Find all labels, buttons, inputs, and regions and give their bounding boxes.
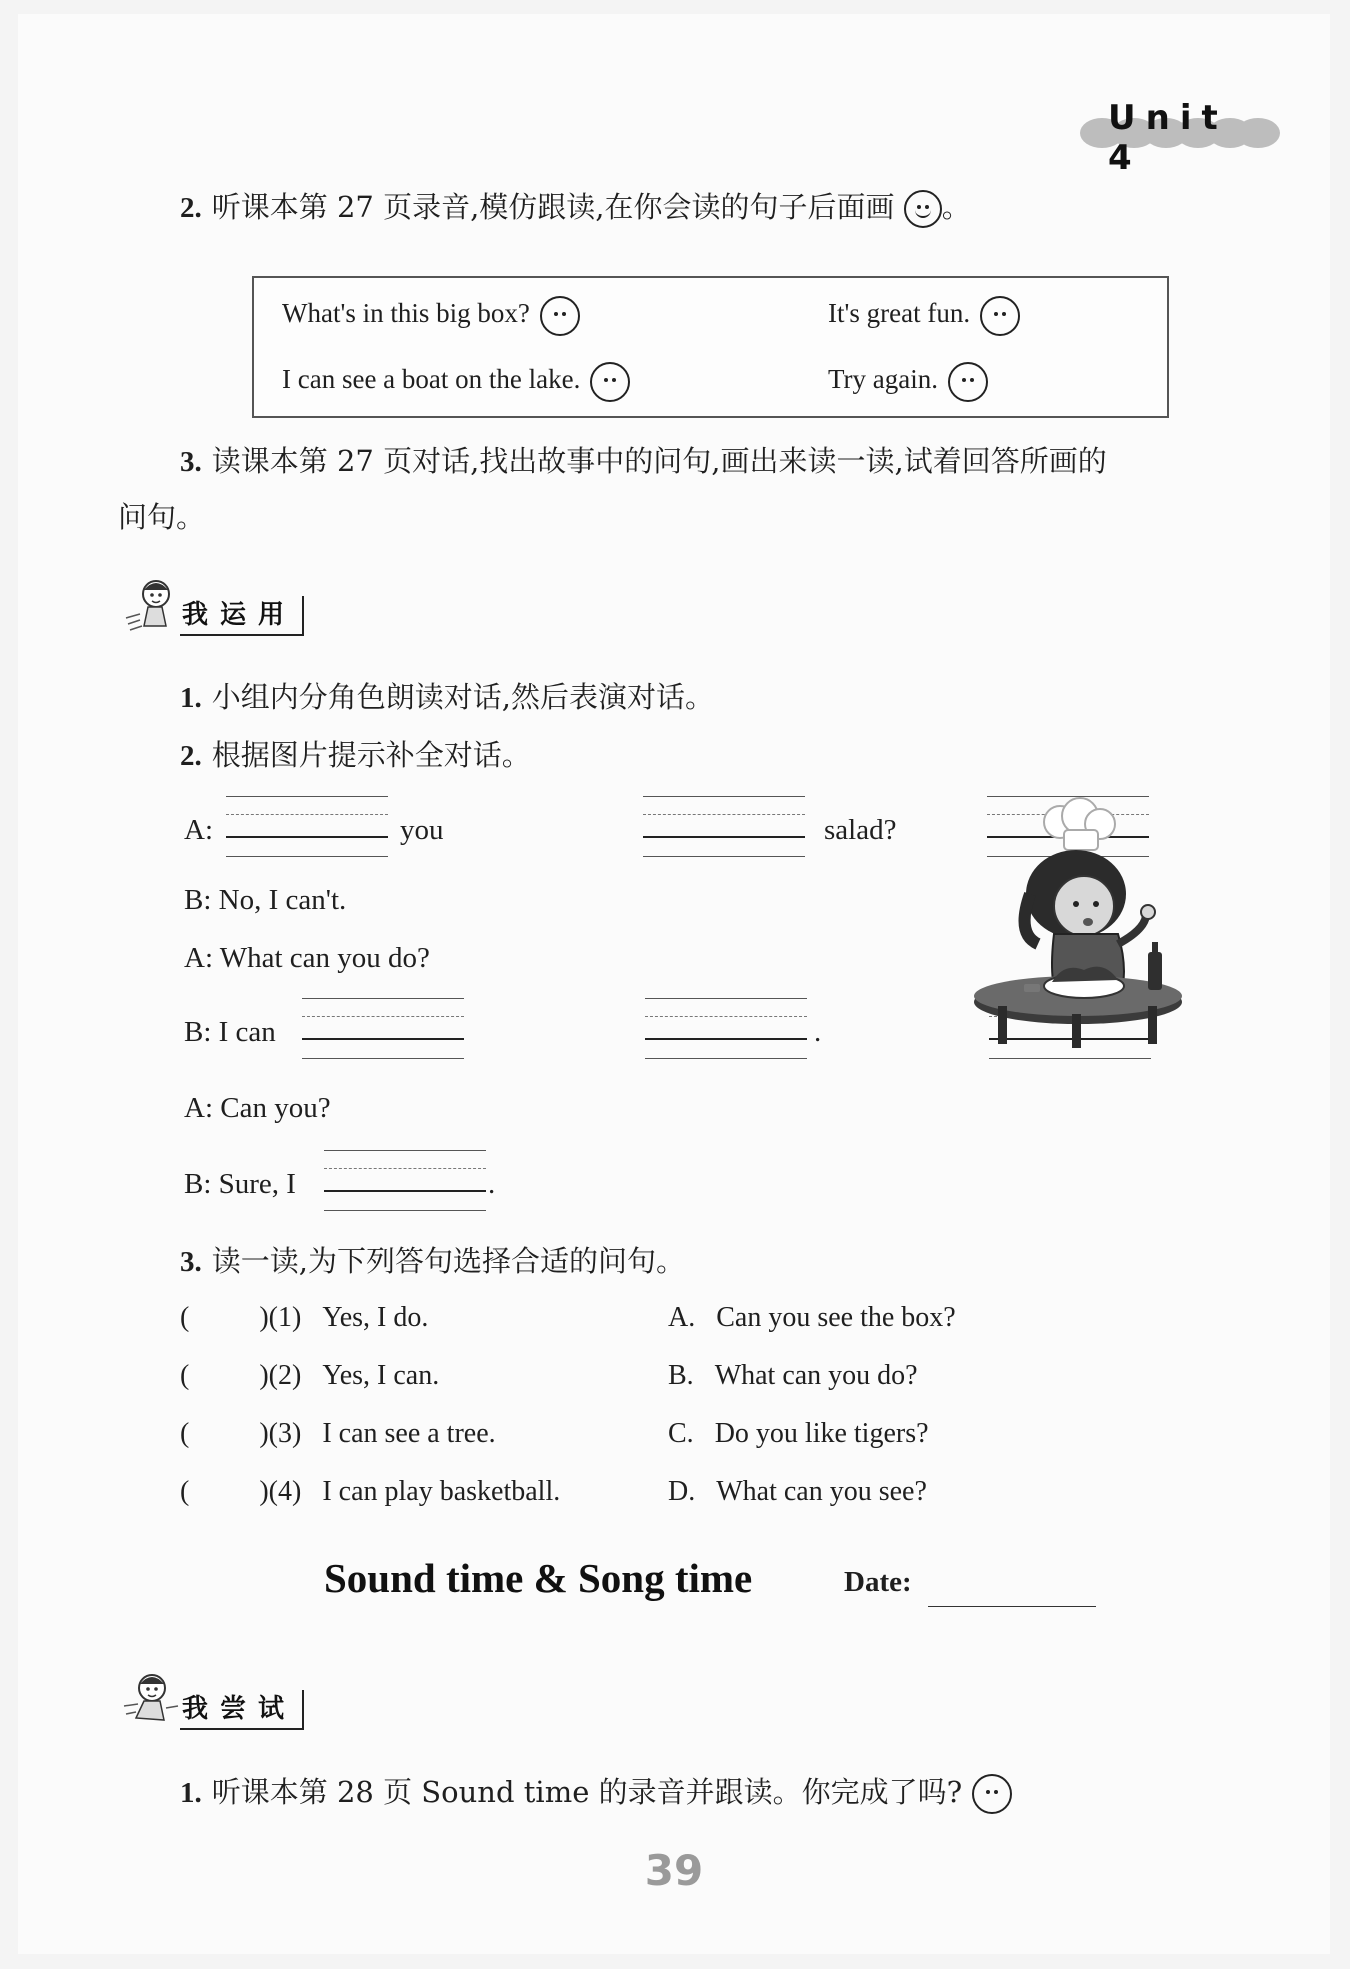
- writing-blank[interactable]: [643, 796, 805, 860]
- question-option: A. Can you see the box?: [668, 1302, 956, 1333]
- answer-item: ( )(1) Yes, I do.: [180, 1302, 429, 1333]
- listen-question: 2. 听课本第 27 页录音,模仿跟读,在你会读的句子后面画 。: [180, 190, 971, 228]
- date-label: Date:: [844, 1566, 912, 1598]
- dialogue-a3: A: Can you?: [184, 1092, 331, 1124]
- answer-item: ( )(3) I can see a tree.: [180, 1418, 496, 1449]
- question-option: D. What can you see?: [668, 1476, 927, 1507]
- section-try-header: [122, 1668, 362, 1734]
- use-question-2: 2. 根据图片提示补全对话。: [180, 738, 531, 772]
- section-use-header: [122, 574, 362, 640]
- face-circle-icon[interactable]: [590, 362, 630, 402]
- question-option: B. What can you do?: [668, 1360, 918, 1391]
- writing-blank[interactable]: [645, 998, 807, 1062]
- sentence-box: [252, 276, 1169, 418]
- girl-mascot-icon: [122, 1668, 182, 1734]
- dialogue-a1: A: you salad?: [184, 796, 944, 866]
- dialogue-b1: B: No, I can't.: [184, 884, 347, 916]
- writing-blank[interactable]: [324, 1150, 486, 1214]
- read-question: 3. 读课本第 27 页对话,找出故事中的问句,画出来读一读,试着回答所画的: [180, 444, 1107, 478]
- face-circle-icon[interactable]: [972, 1774, 1012, 1814]
- writing-blank[interactable]: [226, 796, 388, 860]
- sentence-item: It's great fun.: [828, 296, 1020, 336]
- question-option: C. Do you like tigers?: [668, 1418, 929, 1449]
- unit-tab: [1080, 96, 1280, 178]
- read-question-line2: 问句。: [118, 500, 206, 534]
- face-circle-icon[interactable]: [540, 296, 580, 336]
- use-question-3: 3. 读一读,为下列答句选择合适的问句。: [180, 1244, 685, 1278]
- sound-time-heading: Sound time & Song time: [324, 1555, 753, 1601]
- answer-item: ( )(4) I can play basketball.: [180, 1476, 561, 1507]
- date-field[interactable]: [928, 1606, 1096, 1608]
- sentence-item: Try again.: [828, 362, 988, 402]
- dialogue-b3: B: Sure, I .: [184, 1132, 524, 1202]
- dialogue-a2: A: What can you do?: [184, 942, 430, 974]
- unit-label: Unit 4: [1108, 98, 1228, 178]
- use-question-1: 1. 小组内分角色朗读对话,然后表演对话。: [180, 680, 714, 714]
- workbook-page: [18, 14, 1330, 1954]
- page-number: 39: [644, 1846, 704, 1895]
- section-try-title: 我尝试: [180, 1690, 304, 1730]
- sentence-item: I can see a boat on the lake.: [282, 362, 630, 402]
- section-use-title: 我运用: [180, 596, 304, 636]
- girl-cooking-illustration: [968, 794, 1208, 1054]
- girl-mascot-icon: [122, 574, 182, 640]
- face-circle-icon[interactable]: [980, 296, 1020, 336]
- sentence-item: What's in this big box?: [282, 296, 580, 336]
- dialogue-b2: B: I can .: [184, 980, 864, 1050]
- answer-item: ( )(2) Yes, I can.: [180, 1360, 440, 1391]
- smile-face-icon: [904, 190, 942, 228]
- writing-blank[interactable]: [302, 998, 464, 1062]
- try-question-1: 1. 听课本第 28 页 Sound time 的录音并跟读。你完成了吗?: [180, 1774, 1012, 1814]
- face-circle-icon[interactable]: [948, 362, 988, 402]
